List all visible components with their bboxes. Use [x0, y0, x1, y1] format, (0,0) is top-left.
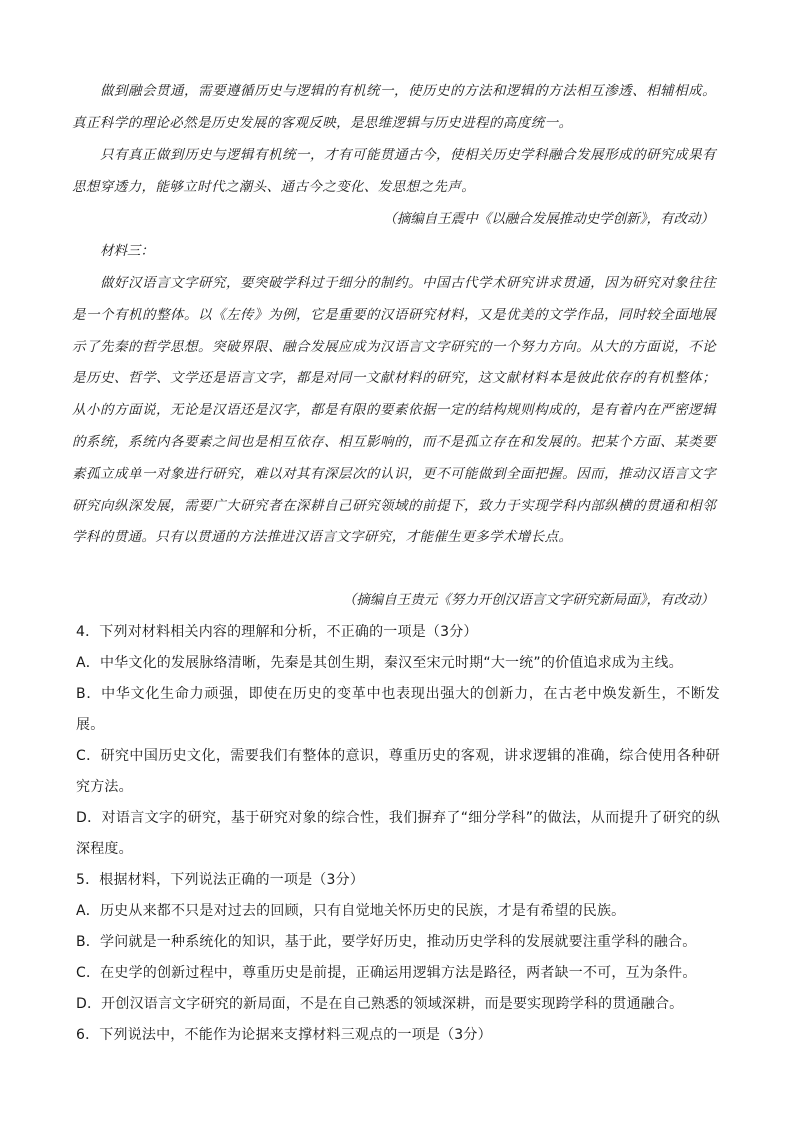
question-4-option-d[interactable]: D．对语言文字的研究，基于研究对象的综合性，我们摒弃了“细分学科”的做法，从而提升了研究的纵深程度。	[76, 810, 720, 857]
material-3-label: 材料三：	[100, 243, 154, 259]
source-citation-2: （摘编自王贵元《努力开创汉语言文字研究新局面》，有改动）	[342, 592, 714, 608]
passage-paragraph-2: 只有真正做到历史与逻辑有机统一，才有可能贯通古今，使相关历史学科融合发展形成的研究成果有思想穿透力，能够立时代之潮头、通古今之变化、发思想之先声。	[72, 147, 716, 195]
question-5-option-a[interactable]: A．历史从来都不只是对过去的回顾，只有自觉地关怀历史的民族，才是有希望的民族。	[76, 903, 626, 919]
question-5-stem: 5．根据材料，下列说法正确的一项是（3分）	[76, 872, 365, 888]
source-citation-1: （摘编自王震中《以融合发展推动史学创新》，有改动）	[383, 211, 714, 227]
question-5-option-d[interactable]: D．开创汉语言文字研究的新局面，不是在自己熟悉的领域深耕，而是要实现跨学科的贯通融合。	[76, 996, 684, 1012]
question-4-option-b[interactable]: B．中华文化生命力顽强，即使在历史的变革中也表现出强大的创新力，在古老中焕发新生，不断发展。	[76, 686, 720, 733]
question-4-option-a[interactable]: A．中华文化的发展脉络清晰，先秦是其创生期，秦汉至宋元时期“大一统”的价值追求成为主线。	[76, 655, 683, 671]
questions-section	[76, 617, 720, 1051]
passage-paragraph-3: 做好汉语言文字研究，要突破学科过于细分的制约。中国古代学术研究讲求贯通，因为研究对象往往是一个有机的整体。以《左传》为例，它是重要的汉语研究材料，又是优美的文学作品，同时较全面地展示了先秦的哲学思想。突破界限、融合发展应成为汉语言文字研究的一个努力方向。从大的方面说，不论是历史、哲学、文学还是语言文字，都是对同一文献材料的研究，这文献材料本是彼此依存的有机整体；从小的方面说，无论是汉语还是汉字，都是有限的要素依据一定的结构规则构成的，是有着内在严密逻辑的系统，系统内各要素之间也是相互依存、相互影响的，而不是孤立存在和发展的。把某个方面、某类要素孤立成单一对象进行研究，难以对其有深层次的认识，更不可能做到全面把握。因而，推动汉语言文字研究向纵深发展，需要广大研究者在深耕自己研究领域的前提下，致力于实现学科内部纵横的贯通和相邻学科的贯通。只有以贯通的方法推进汉语言文字研究，才能催生更多学术增长点。	[72, 275, 716, 546]
passage-paragraph-1: 做到融会贯通，需要遵循历史与逻辑的有机统一，使历史的方法和逻辑的方法相互渗透、相辅相成。真正科学的理论必然是历史发展的客观反映，是思维逻辑与历史进程的高度统一。	[72, 83, 716, 131]
question-4-stem: 4．下列对材料相关内容的理解和分析，不正确的一项是（3分）	[76, 624, 478, 640]
question-4-option-c[interactable]: C．研究中国历史文化，需要我们有整体的意识，尊重历史的客观，讲求逻辑的准确，综合使用各种研究方法。	[76, 748, 720, 795]
question-5-option-c[interactable]: C．在史学的创新过程中，尊重历史是前提，正确运用逻辑方法是路径，两者缺一不可，互为条件。	[76, 965, 697, 981]
question-6-stem: 6．下列说法中，不能作为论据来支撑材料三观点的一项是（3分）	[76, 1027, 492, 1043]
question-5-option-b[interactable]: B．学问就是一种系统化的知识，基于此，要学好历史，推动历史学科的发展就要注重学科的融合。	[76, 934, 697, 950]
